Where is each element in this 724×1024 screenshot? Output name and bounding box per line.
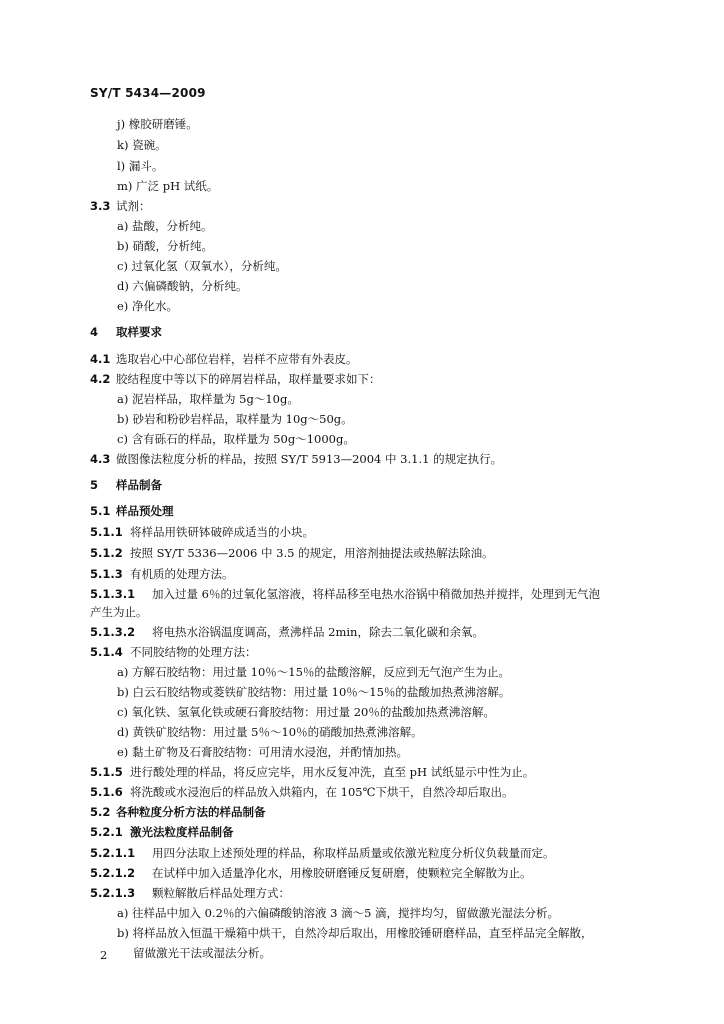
- list-item: m) 广泛 pH 试纸。: [117, 179, 219, 193]
- list-item: d) 六偏磷酸钠，分析纯。: [117, 279, 248, 293]
- clause-5-2-1-title: 5.2.1 激光法粒度样品制备: [90, 825, 234, 839]
- list-item: e) 净化水。: [117, 299, 178, 313]
- list-item: b) 将样品放入恒温干燥箱中烘干，自然冷却后取出，用橡胶锤研磨样品，直至样品完全解散，: [117, 926, 593, 940]
- clause-5-1-title: 5.1 样品预处理: [90, 504, 174, 518]
- clause-5-1-3-2: 5.1.3.2 将电热水浴锅温度调高，煮沸样品 2min，除去二氧化碳和余氧。: [90, 625, 484, 639]
- list-item: c) 氧化铁、氢氧化铁或硬石膏胶结物：用过量 20％的盐酸加热煮沸溶解。: [117, 705, 495, 719]
- clause-5-1-6: 5.1.6 将洗酸或水浸泡后的样品放入烘箱内，在 105℃下烘干，自然冷却后取出。: [90, 785, 514, 799]
- section-5-title: 5 样品制备: [90, 478, 162, 492]
- list-item: b) 砂岩和粉砂岩样品，取样量为 10g～50g。: [117, 412, 353, 426]
- list-item: c) 过氧化氢（双氧水），分析纯。: [117, 259, 287, 273]
- clause-5-2-1-2: 5.2.1.2 在试样中加入适量净化水，用橡胶研磨锤反复研磨，使颗粒完全解散为止。: [90, 866, 532, 880]
- list-item: c) 含有砾石的样品，取样量为 50g～1000g。: [117, 432, 355, 446]
- list-item: l) 漏斗。: [117, 159, 164, 173]
- page-number: 2: [100, 948, 108, 962]
- clause-5-1-1: 5.1.1 将样品用铁研钵破碎成适当的小块。: [90, 525, 314, 539]
- clause-5-2-1-1: 5.2.1.1 用四分法取上述预处理的样品，称取样品质量或依激光粒度分析仪负载量而定。: [90, 846, 555, 860]
- clause-5-1-3-1: 5.1.3.1 加入过量 6％的过氧化氢溶液，将样品移至电热水浴锅中稍微加热并搅拌，处理到无气泡: [90, 587, 600, 601]
- clause-5-2-title: 5.2 各种粒度分析方法的样品制备: [90, 805, 266, 819]
- clause-4-2: 4.2 胶结程度中等以下的碎屑岩样品，取样量要求如下：: [90, 372, 381, 386]
- list-item: j) 橡胶研磨锤。: [117, 117, 198, 131]
- clause-5-1-2: 5.1.2 按照 SY/T 5336—2006 中 3.5 的规定，用溶剂抽提法或热解法除油。: [90, 546, 494, 560]
- list-item: d) 黄铁矿胶结物：用过量 5％～10％的硝酸加热煮沸溶解。: [117, 725, 423, 739]
- list-item: a) 盐酸，分析纯。: [117, 219, 213, 233]
- list-item-continuation: 留做激光干法或湿法分析。: [133, 946, 271, 960]
- clause-5-1-3: 5.1.3 有机质的处理方法。: [90, 567, 234, 581]
- clause-4-1: 4.1 选取岩心中心部位岩样，岩样不应带有外表皮。: [90, 352, 358, 366]
- clause-continuation: 产生为止。: [90, 605, 148, 619]
- list-item: k) 瓷碗。: [117, 138, 167, 152]
- list-item: a) 方解石胶结物：用过量 10％～15％的盐酸溶解，反应到无气泡产生为止。: [117, 665, 510, 679]
- clause-4-3: 4.3 做图像法粒度分析的样品，按照 SY/T 5913—2004 中 3.1.1 的规定执行。: [90, 452, 503, 466]
- standard-header: SY/T 5434—2009: [90, 86, 206, 100]
- list-item: a) 泥岩样品，取样量为 5g～10g。: [117, 392, 299, 406]
- list-item: a) 往样品中加入 0.2％的六偏磷酸钠溶液 3 滴～5 滴，搅拌均匀，留做激光湿法分析。: [117, 906, 560, 920]
- clause-5-2-1-3: 5.2.1.3 颗粒解散后样品处理方式：: [90, 886, 290, 900]
- list-item: b) 白云石胶结物或菱铁矿胶结物：用过量 10％～15％的盐酸加热煮沸溶解。: [117, 685, 511, 699]
- list-item: e) 黏土矿物及石膏胶结物：可用清水浸泡，并酌情加热。: [117, 745, 408, 759]
- clause-5-1-5: 5.1.5 进行酸处理的样品，将反应完毕，用水反复冲洗，直至 pH 试纸显示中性为止。: [90, 765, 535, 779]
- section-4-title: 4 取样要求: [90, 325, 162, 339]
- clause-3-3: 3.3 试剂：: [90, 199, 151, 213]
- list-item: b) 硝酸，分析纯。: [117, 239, 214, 253]
- clause-5-1-4: 5.1.4 不同胶结物的处理方法：: [90, 645, 257, 659]
